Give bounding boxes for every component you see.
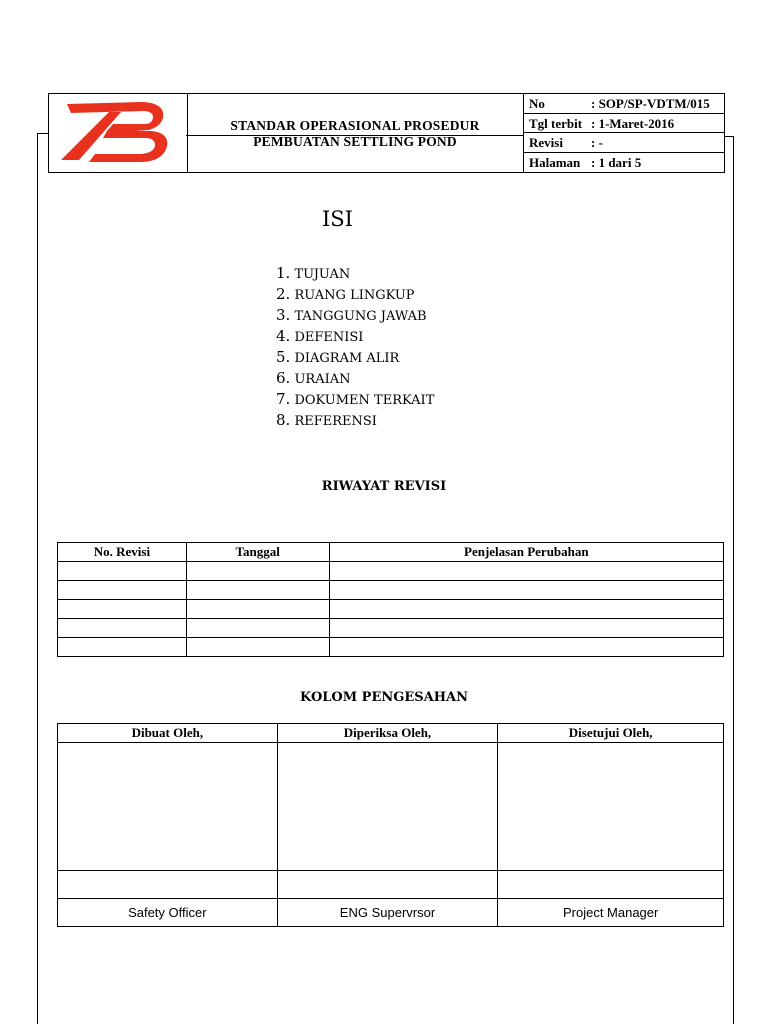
toc-item <box>276 327 434 348</box>
meta-key: Revisi <box>529 135 563 150</box>
doc-title-line2: PEMBUATAN SETTLING POND <box>253 134 457 149</box>
meta-value: : SOP/SP-VDTM/015 <box>591 96 710 111</box>
meta-row-revisi <box>523 133 724 153</box>
toc-item <box>276 306 434 327</box>
table-cell[interactable] <box>329 638 723 657</box>
contents-title: ISI <box>322 207 353 231</box>
toc-label: REFERENSI <box>290 414 377 429</box>
meta-value: : 1-Maret-2016 <box>591 115 675 131</box>
table-cell[interactable] <box>186 638 329 657</box>
meta-row-tgl-terbit <box>523 114 724 134</box>
company-logo <box>49 94 187 172</box>
toc-label: TUJUAN <box>290 267 351 282</box>
toc-label: DEFENISI <box>290 330 364 345</box>
logo-cell <box>49 94 188 172</box>
toc-item <box>276 411 434 432</box>
page-border-right <box>733 136 734 1024</box>
meta-row-halaman <box>523 153 724 173</box>
toc-number: 8. <box>276 411 291 429</box>
signature-row <box>58 743 724 871</box>
page-border-left <box>37 133 38 1024</box>
name-cell[interactable] <box>277 871 498 899</box>
toc-item <box>276 390 434 411</box>
toc-number: 3. <box>276 306 291 324</box>
table-cell[interactable] <box>329 562 723 581</box>
toc-number: 5. <box>276 348 291 366</box>
table-cell[interactable] <box>186 600 329 619</box>
page-border-top-right <box>725 136 734 137</box>
name-cell[interactable] <box>58 871 278 899</box>
table-of-contents <box>276 264 434 432</box>
meta-row-no <box>523 94 724 114</box>
table-cell[interactable] <box>58 638 187 657</box>
signature-cell[interactable] <box>277 743 498 871</box>
table-header-row <box>58 543 724 562</box>
table-cell[interactable] <box>186 581 329 600</box>
meta-key: No <box>529 96 545 111</box>
toc-item <box>276 264 434 285</box>
name-cell[interactable] <box>498 871 724 899</box>
meta-value: : 1 dari 5 <box>591 154 642 170</box>
toc-item <box>276 369 434 390</box>
title-cell <box>187 94 524 172</box>
name-row <box>58 871 724 899</box>
toc-label: DIAGRAM ALIR <box>290 351 400 366</box>
revision-history-title: RIWAYAT REVISI <box>321 479 447 494</box>
column-header: Tanggal <box>186 543 329 562</box>
table-row <box>58 638 724 657</box>
doc-title-line1: STANDAR OPERASIONAL PROSEDUR <box>230 118 480 133</box>
doc-meta <box>523 94 724 172</box>
table-cell[interactable] <box>58 581 187 600</box>
toc-label: DOKUMEN TERKAIT <box>290 393 435 408</box>
column-header: No. Revisi <box>58 543 187 562</box>
table-row <box>58 562 724 581</box>
table-cell[interactable] <box>329 581 723 600</box>
column-header: Diperiksa Oleh, <box>277 724 498 743</box>
toc-number: 2. <box>276 285 291 303</box>
toc-item <box>276 285 434 306</box>
toc-number: 6. <box>276 369 291 387</box>
meta-key: Halaman <box>529 154 581 170</box>
signature-cell[interactable] <box>498 743 724 871</box>
table-cell[interactable] <box>58 600 187 619</box>
revision-history-table <box>57 542 724 657</box>
role-cell: Project Manager <box>498 899 724 927</box>
toc-item <box>276 348 434 369</box>
meta-value: : - <box>591 135 603 150</box>
toc-number: 7. <box>276 390 291 408</box>
approval-title: KOLOM PENGESAHAN <box>300 690 468 705</box>
column-header: Penjelasan Perubahan <box>329 543 723 562</box>
table-row <box>58 600 724 619</box>
toc-label: TANGGUNG JAWAB <box>290 309 427 324</box>
role-cell: Safety Officer <box>58 899 278 927</box>
table-cell[interactable] <box>329 619 723 638</box>
table-row <box>58 619 724 638</box>
table-cell[interactable] <box>329 600 723 619</box>
document-header <box>48 93 725 173</box>
role-cell: ENG Supervrsor <box>277 899 498 927</box>
approval-table <box>57 723 724 927</box>
role-row <box>58 899 724 927</box>
table-cell[interactable] <box>58 619 187 638</box>
column-header: Disetujui Oleh, <box>498 724 724 743</box>
table-row <box>58 581 724 600</box>
table-cell[interactable] <box>58 562 187 581</box>
toc-label: RUANG LINGKUP <box>290 288 415 303</box>
meta-key: Tgl terbit <box>529 115 583 131</box>
column-header: Dibuat Oleh, <box>58 724 278 743</box>
signature-cell[interactable] <box>58 743 278 871</box>
table-cell[interactable] <box>186 619 329 638</box>
table-cell[interactable] <box>186 562 329 581</box>
table-header-row <box>58 724 724 743</box>
toc-number: 1. <box>276 264 291 282</box>
toc-number: 4. <box>276 327 291 345</box>
toc-label: URAIAN <box>290 372 351 387</box>
